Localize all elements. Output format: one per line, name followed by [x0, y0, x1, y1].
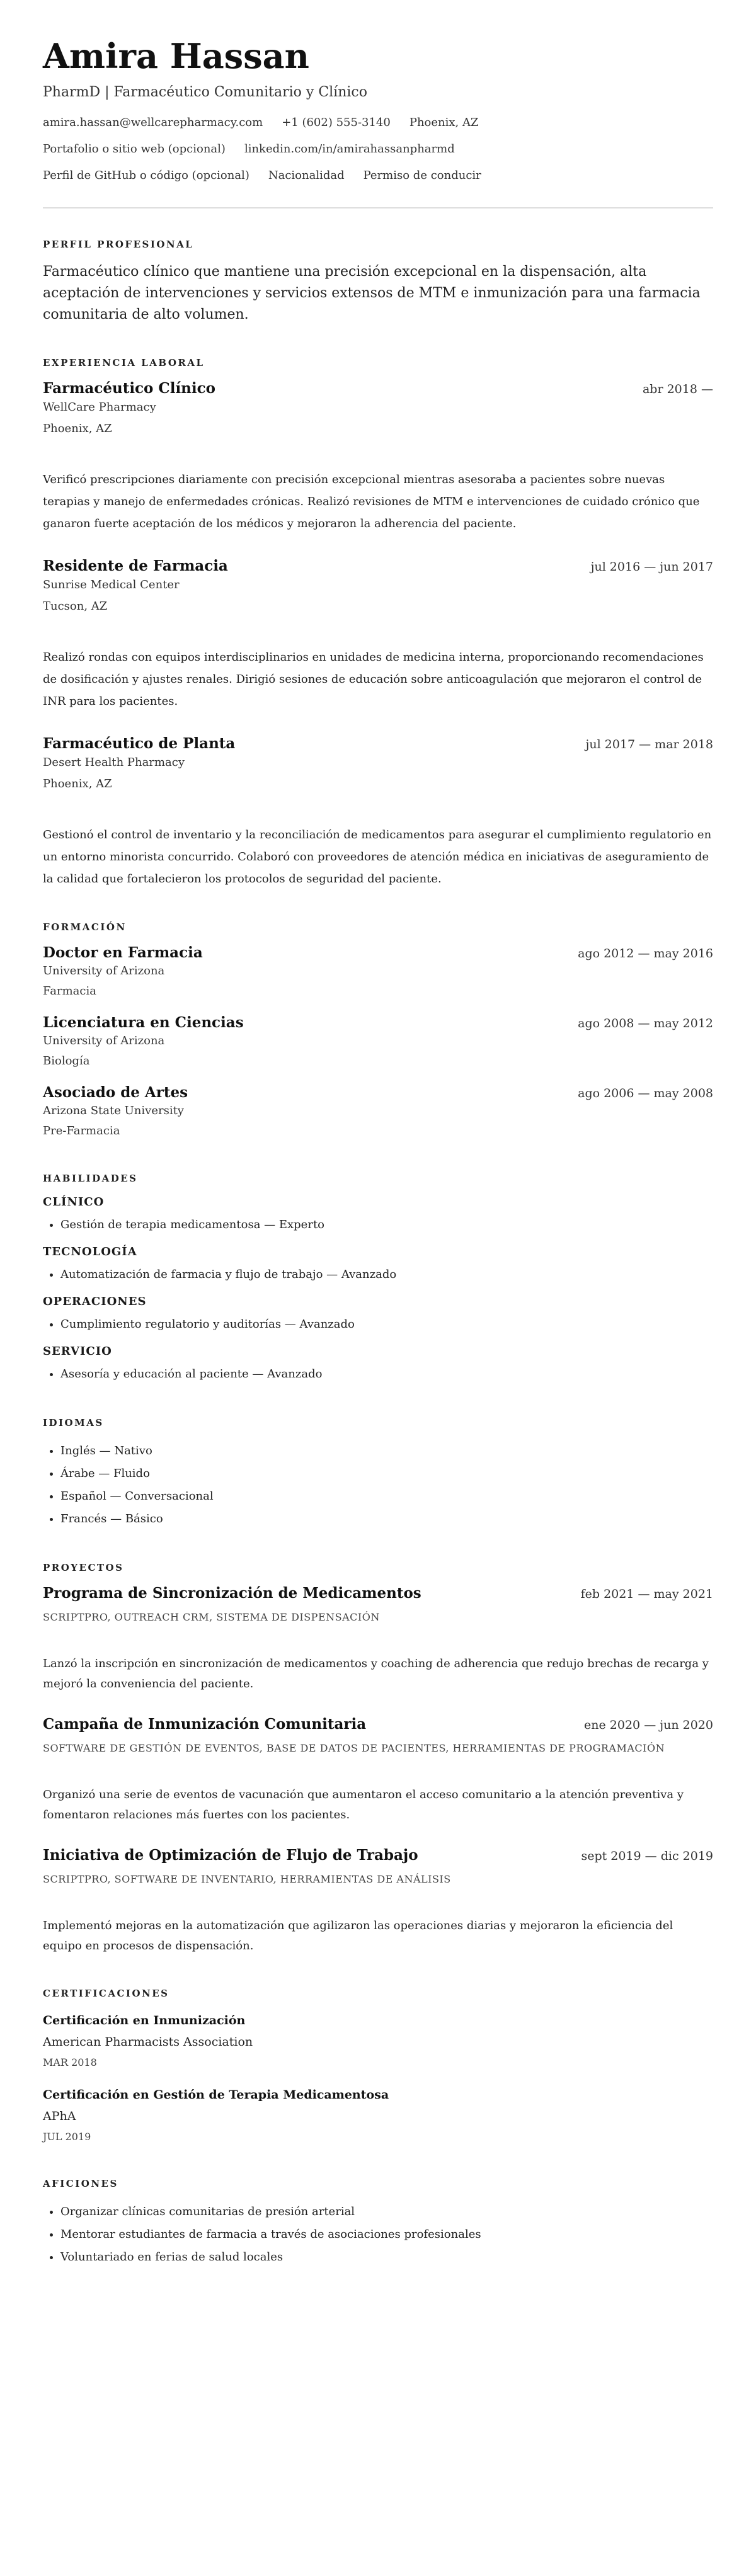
job-entry	[43, 735, 713, 890]
skill-list	[43, 1363, 713, 1386]
job-title: Farmacéutico Clínico	[43, 380, 215, 397]
skill-category: SERVICIO	[43, 1345, 112, 1359]
item-header	[43, 1716, 713, 1733]
github-link[interactable]: Perfil de GitHub o código (opcional)	[43, 169, 249, 183]
project-technologies: SCRIPTPRO, SOFTWARE DE INVENTARIO, HERRAMIENTAS DE ANÁLISIS	[43, 1873, 451, 1886]
job-description: Realizó rondas con equipos interdisciplinarios en unidades de medicina interna, proporcionando recomendaciones de dosificación y ajustes renales. Dirigió sesiones de educación sobre anticoagulación que mejoraron el control de INR para los pacientes.	[43, 651, 704, 709]
section-title: CERTIFICACIONES	[43, 1988, 169, 2000]
nationality: Nacionalidad	[268, 169, 345, 183]
job-location: Phoenix, AZ	[43, 777, 112, 791]
certification-name: Certificación en Gestión de Terapia Medicamentosa	[43, 2088, 389, 2102]
experience-section	[43, 357, 713, 890]
skill-category: TECNOLOGÍA	[43, 1245, 137, 1259]
job-description: Verificó prescripciones diariamente con precisión excepcional mientras asesoraba a pacientes sobre nuevas terapias y manejo de enfermedades crónicas. Realizó revisiones de MTM e intervenciones de cuidado crónico que ganaron fuerte aceptación de los médicos y mejoraron la adherencia del paciente.	[43, 473, 700, 531]
date-range: ago 2008 — may 2012	[578, 1017, 713, 1031]
certification-issuer: APhA	[43, 2109, 76, 2124]
date-range: jul 2017 — mar 2018	[585, 738, 713, 752]
date-range: ago 2006 — may 2008	[578, 1086, 713, 1101]
section-title: PROYECTOS	[43, 1562, 124, 1574]
school-name: University of Arizona	[43, 1034, 165, 1048]
section-title: FORMACIÓN	[43, 921, 127, 933]
language-item: • Español — Conversacional	[60, 1485, 713, 1508]
linkedin-link[interactable]: linkedin.com/in/amirahassanpharmd	[244, 142, 455, 156]
section-title: EXPERIENCIA LABORAL	[43, 357, 205, 369]
section-title: HABILIDADES	[43, 1173, 138, 1185]
skill-list	[43, 1214, 713, 1236]
item-header	[43, 944, 713, 961]
contact-phone[interactable]: +1 (602) 555-3140	[282, 116, 391, 130]
date-range: feb 2021 — may 2021	[580, 1587, 713, 1602]
field-of-study: Biología	[43, 1054, 90, 1068]
project-title: Iniciativa de Optimización de Flujo de Trabajo	[43, 1847, 418, 1864]
project-description: Lanzó la inscripción en sincronización de medicamentos y coaching de adherencia que redujo brechas de recarga y mejoró la conveniencia del paciente.	[43, 1657, 709, 1691]
section-title: PERFIL PROFESIONAL	[43, 239, 194, 251]
certification-entry	[43, 2010, 713, 2072]
skill-item: • Automatización de farmacia y flujo de trabajo — Avanzado	[60, 1263, 713, 1286]
projects-section	[43, 1562, 713, 1956]
item-header	[43, 557, 713, 574]
language-item: • Francés — Básico	[60, 1508, 713, 1530]
school-name: Arizona State University	[43, 1104, 184, 1118]
certification-date: MAR 2018	[43, 2056, 97, 2069]
company-name: Desert Health Pharmacy	[43, 756, 185, 770]
summary-text: Farmacéutico clínico que mantiene una precisión excepcional en la dispensación, alta aceptación de intervenciones y servicios extensos de MTM e inmunización para una farmacia comunitaria de alto volumen.	[43, 264, 701, 323]
languages-list	[43, 1440, 713, 1530]
contact-line	[43, 169, 713, 182]
contact-email[interactable]: amira.hassan@wellcarepharmacy.com	[43, 116, 263, 130]
certification-name: Certificación en Inmunización	[43, 2014, 246, 2028]
skill-list	[43, 1263, 713, 1286]
project-technologies: SOFTWARE DE GESTIÓN DE EVENTOS, BASE DE DATOS DE PACIENTES, HERRAMIENTAS DE PROGRAMACIÓN	[43, 1742, 665, 1755]
certifications-section	[43, 1988, 713, 2146]
degree-title: Doctor en Farmacia	[43, 944, 203, 962]
company-name: Sunrise Medical Center	[43, 578, 180, 592]
candidate-headline: PharmD | Farmacéutico Comunitario y Clínico	[43, 84, 367, 101]
job-description: Gestionó el control de inventario y la reconciliación de medicamentos para asegurar el cumplimiento regulatorio en un entorno minorista concurrido. Colaboró con proveedores de atención médica en iniciativas de aseguramiento de la calidad que fortalecieron los protocolos de seguridad del paciente.	[43, 828, 712, 886]
skill-item: • Asesoría y educación al paciente — Avanzado	[60, 1363, 713, 1386]
item-header	[43, 1084, 713, 1101]
project-entry	[43, 1585, 713, 1694]
skill-list	[43, 1313, 713, 1336]
date-range: ago 2012 — may 2016	[578, 947, 713, 961]
hobby-item: • Voluntariado en ferias de salud locales	[60, 2246, 713, 2269]
contact-location: Phoenix, AZ	[409, 116, 479, 130]
header-divider	[43, 207, 713, 208]
date-range: ene 2020 — jun 2020	[584, 1718, 713, 1733]
job-entry	[43, 380, 713, 535]
language-item: • Árabe — Fluido	[60, 1462, 713, 1485]
skills-section	[43, 1173, 713, 1386]
education-entry	[43, 944, 713, 1001]
job-title: Farmacéutico de Planta	[43, 735, 236, 753]
certification-date: JUL 2019	[43, 2131, 91, 2143]
resume-header	[43, 37, 713, 182]
language-item: • Inglés — Nativo	[60, 1440, 713, 1462]
project-description: Implementó mejoras en la automatización que agilizaron las operaciones diarias y mejoraron la eficiencia del equipo en procesos de dispensación.	[43, 1919, 673, 1953]
field-of-study: Farmacia	[43, 984, 96, 998]
driving-license: Permiso de conducir	[363, 169, 481, 183]
education-entry	[43, 1084, 713, 1141]
skill-item: • Gestión de terapia medicamentosa — Experto	[60, 1214, 713, 1236]
languages-section	[43, 1417, 713, 1530]
summary-section	[43, 239, 713, 326]
certification-entry	[43, 2085, 713, 2146]
date-range: sept 2019 — dic 2019	[581, 1849, 713, 1864]
skill-category: CLÍNICO	[43, 1195, 105, 1209]
candidate-name: Amira Hassan	[43, 36, 309, 76]
hobby-item: • Organizar clínicas comunitarias de presión arterial	[60, 2201, 713, 2223]
degree-title: Asociado de Artes	[43, 1084, 188, 1102]
project-title: Programa de Sincronización de Medicamentos	[43, 1585, 421, 1602]
date-range: jul 2016 — jun 2017	[590, 560, 713, 574]
skill-category: OPERACIONES	[43, 1295, 147, 1309]
item-header	[43, 1585, 713, 1602]
skill-item: • Cumplimiento regulatorio y auditorías — Avanzado	[60, 1313, 713, 1336]
item-header	[43, 380, 713, 397]
project-technologies: SCRIPTPRO, OUTREACH CRM, SISTEMA DE DISPENSACIÓN	[43, 1611, 380, 1624]
contact-line	[43, 117, 713, 129]
project-entry	[43, 1716, 713, 1825]
section-title: IDIOMAS	[43, 1417, 104, 1429]
hobby-item: • Mentorar estudiantes de farmacia a través de asociaciones profesionales	[60, 2223, 713, 2246]
education-section	[43, 921, 713, 1141]
hobbies-section	[43, 2178, 713, 2269]
project-entry	[43, 1847, 713, 1956]
job-title: Residente de Farmacia	[43, 557, 228, 575]
item-header	[43, 1847, 713, 1864]
portfolio-link[interactable]: Portafolio o sitio web (opcional)	[43, 142, 226, 156]
date-range: abr 2018 —	[642, 382, 713, 397]
project-description: Organizó una serie de eventos de vacunación que aumentaron el acceso comunitario a la atención preventiva y fomentaron relaciones más fuertes con los pacientes.	[43, 1788, 684, 1822]
field-of-study: Pre-Farmacia	[43, 1124, 120, 1138]
certification-issuer: American Pharmacists Association	[43, 2035, 253, 2049]
item-header	[43, 735, 713, 752]
job-entry	[43, 557, 713, 712]
section-title: AFICIONES	[43, 2178, 118, 2190]
school-name: University of Arizona	[43, 964, 165, 978]
project-title: Campaña de Inmunización Comunitaria	[43, 1716, 367, 1733]
job-location: Tucson, AZ	[43, 600, 108, 613]
education-entry	[43, 1014, 713, 1071]
degree-title: Licenciatura en Ciencias	[43, 1014, 244, 1032]
hobbies-list	[43, 2201, 713, 2269]
company-name: WellCare Pharmacy	[43, 401, 156, 414]
contact-line	[43, 143, 713, 156]
item-header	[43, 1014, 713, 1031]
job-location: Phoenix, AZ	[43, 422, 112, 436]
